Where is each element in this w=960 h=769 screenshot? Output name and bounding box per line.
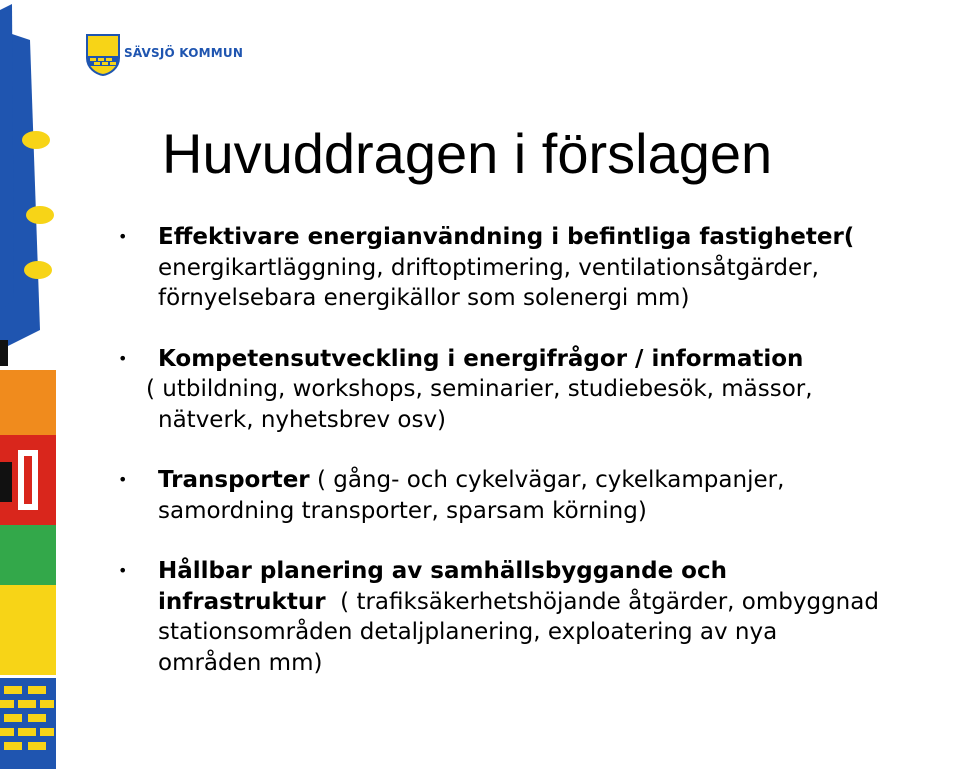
bullet-item-planning [118, 556, 960, 678]
slide-title: Huvuddragen i förslagen [162, 122, 773, 185]
bullet-heading: Effektivare energianvändning i befintliga fastigheter( [158, 224, 855, 250]
bullet-detail: samordning transporter, sparsam körning) [158, 497, 647, 524]
bullet-detail: stationsområden detaljplanering, exploatering av nya [158, 619, 778, 645]
bullet-detail: ( utbildning, workshops, seminarier, studiebesök, mässor, [146, 376, 813, 402]
bullet-dot-icon: • [118, 561, 128, 580]
bullet-detail: energikartläggning, driftoptimering, ventilationsåtgärder, [158, 254, 819, 281]
bullet-inline-detail: ( trafiksäkerhetshöjande åtgärder, ombyggnad [325, 588, 879, 615]
bullet-detail: nätverk, nyhetsbrev osv) [158, 406, 447, 433]
decorative-side-illustration [0, 0, 56, 769]
bullet-list [118, 222, 960, 708]
bullet-item-energy [118, 222, 960, 314]
savsjo-logo [86, 34, 243, 76]
bullet-dot-icon: • [118, 227, 128, 246]
bullet-dot-icon: • [118, 348, 128, 368]
bullet-item-transport [118, 465, 960, 526]
coat-of-arms-icon [86, 34, 120, 76]
bullet-heading: Transporter [158, 467, 310, 493]
bullet-heading: Hållbar planering av samhällsbyggande och [158, 558, 727, 584]
bullet-heading-2: infrastruktur [158, 588, 326, 615]
bullet-dot-icon: • [118, 470, 128, 489]
bullet-item-competence [118, 344, 960, 436]
logo-text: SÄVSJÖ KOMMUN [124, 46, 244, 60]
bullet-heading: Kompetensutveckling i energifrågor / information [158, 345, 804, 372]
bullet-inline-detail: ( gång- och cykelvägar, cykelkampanjer, [309, 467, 785, 493]
bullet-detail: förnyelsebara energikällor som solenergi mm) [158, 285, 690, 311]
bullet-detail: områden mm) [158, 649, 323, 676]
